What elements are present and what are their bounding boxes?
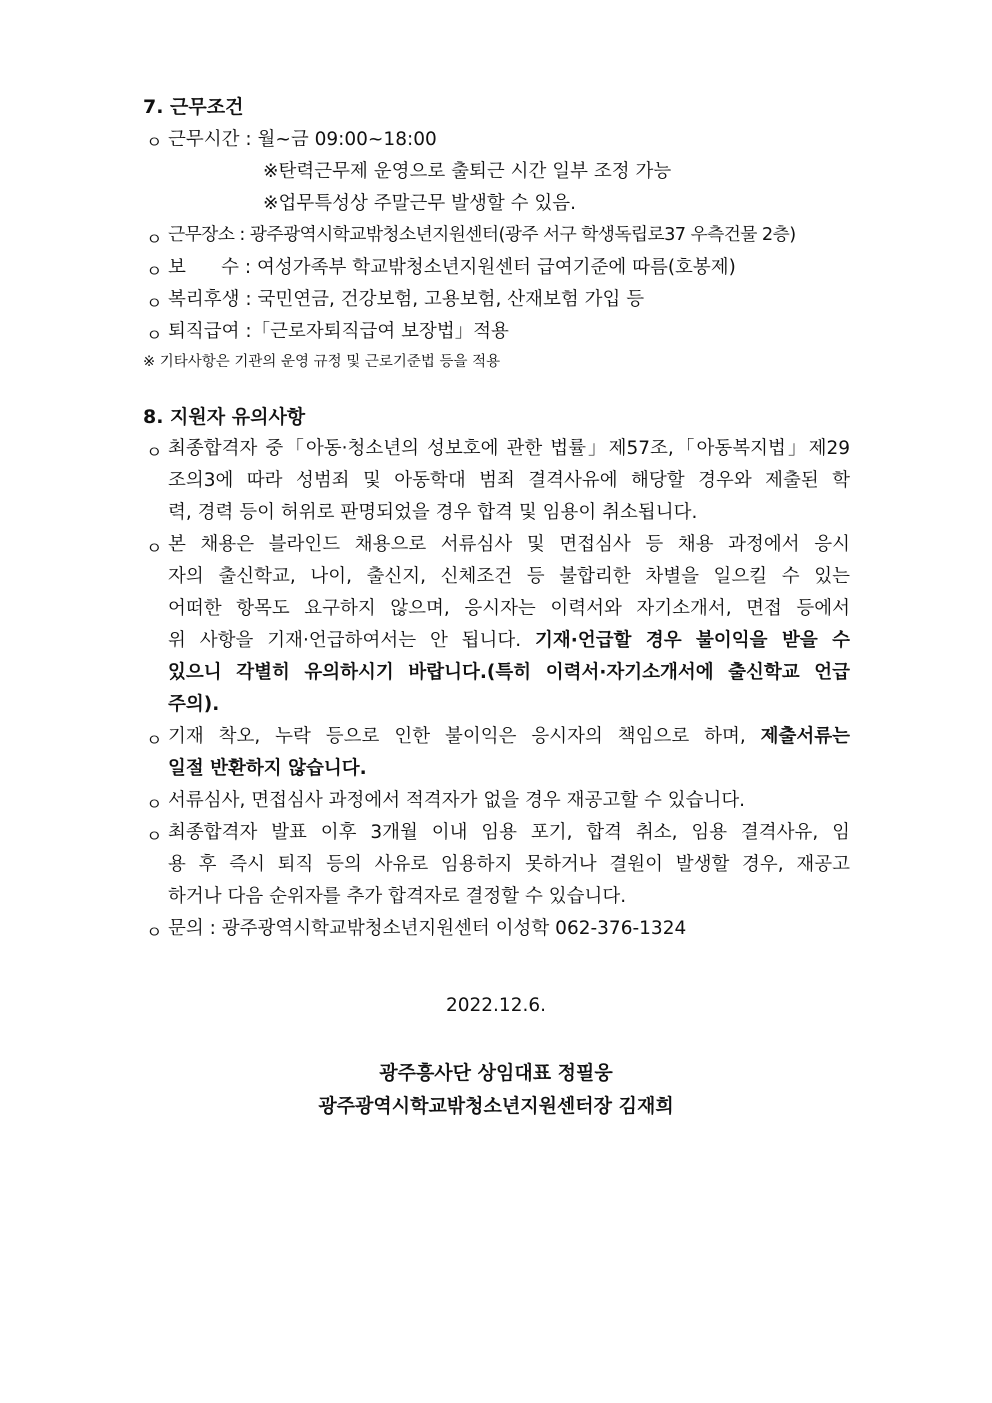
bullet: ㅇ (146, 133, 163, 153)
notice-2-line-4 (168, 626, 850, 652)
section-8-title: 8. 지원자 유의사항 (143, 406, 306, 428)
work-place: 근무장소 : 광주광역시학교밖청소년지원센터(광주 서구 학생독립로37 우측건물 2층) (168, 224, 796, 245)
notice-2-emphasis: 주의). (168, 694, 220, 715)
work-hours-note-1: ※탄력근무제 운영으로 출퇴근 시간 일부 조정 가능 (263, 161, 672, 182)
notice-1-line-1: 최종합격자 중「아동·청소년의 성보호에 관한 법률」제57조,「아동복지법」제29 (168, 438, 850, 459)
notice-3-line-1 (168, 722, 850, 748)
bullet: ㅇ (146, 443, 163, 463)
signer-2: 광주광역시학교밖청소년지원센터장 김재희 (318, 1095, 674, 1117)
notice-5-line-1: 최종합격자 발표 이후 3개월 이내 임용 포기, 합격 취소, 임용 결격사유, 임 (168, 822, 850, 843)
section-7-title: 7. 근무조건 (143, 96, 244, 118)
notice-5-line-2: 용 후 즉시 퇴직 등의 사유로 임용하지 못하거나 결원이 발생할 경우, 재공고 (168, 854, 850, 875)
bullet: ㅇ (146, 230, 163, 250)
notice-3-text: 기재 착오, 누락 등으로 인한 불이익은 응시자의 책임으로 하며, (168, 726, 761, 747)
notice-5-line-3: 하거나 다음 순위자를 추가 합격자로 결정할 수 있습니다. (168, 886, 627, 907)
contact-info: 문의 : 광주광역시학교밖청소년지원센터 이성학 062-376-1324 (168, 918, 687, 939)
notice-2-line-5 (168, 658, 850, 684)
salary: 보 수 : 여성가족부 학교밖청소년지원센터 급여기준에 따름(호봉제) (168, 257, 736, 278)
bullet: ㅇ (146, 827, 163, 847)
notice-1-line-3: 력, 경력 등이 허위로 판명되었을 경우 합격 및 임용이 취소됩니다. (168, 502, 698, 523)
notice-2-line-3: 어떠한 항목도 요구하지 않으며, 응시자는 이력서와 자기소개서, 면접 등에서 (168, 598, 850, 619)
bullet: ㅇ (146, 294, 163, 314)
notice-3-line-2 (168, 754, 367, 780)
bullet: ㅇ (146, 731, 163, 751)
bullet: ㅇ (146, 326, 163, 346)
notice-4: 서류심사, 면접심사 과정에서 적격자가 없을 경우 재공고할 수 있습니다. (168, 790, 746, 811)
signer-1: 광주흥사단 상임대표 정필웅 (379, 1062, 613, 1084)
welfare: 복리후생 : 국민연금, 건강보험, 고용보험, 산재보험 가입 등 (168, 289, 645, 310)
notice-2-line-1: 본 채용은 블라인드 채용으로 서류심사 및 면접심사 등 채용 과정에서 응시 (168, 534, 850, 555)
bullet: ㅇ (146, 539, 163, 559)
notice-2-text: 위 사항을 기재·언급하여서는 안 됩니다. (168, 630, 536, 651)
notice-2-emphasis: 있으니 각별히 유의하시기 바랍니다.(특히 이력서·자기소개서에 출신학교 언급 (168, 662, 850, 683)
work-hours: 근무시간 : 월~금 09:00~18:00 (168, 129, 437, 150)
notice-2-line-2: 자의 출신학교, 나이, 출신지, 신체조건 등 불합리한 차별을 일으킬 수 있는 (168, 566, 850, 587)
bullet: ㅇ (146, 923, 163, 943)
document-date: 2022.12.6. (445, 995, 547, 1016)
misc-note: ※ 기타사항은 기관의 운영 규정 및 근로기준법 등을 적용 (143, 354, 501, 370)
severance-pay: 퇴직급여 :「근로자퇴직급여 보장법」적용 (168, 321, 509, 342)
notice-2-line-6 (168, 690, 219, 716)
notice-3-emphasis: 일절 반환하지 않습니다. (168, 758, 367, 779)
work-hours-note-2: ※업무특성상 주말근무 발생할 수 있음. (263, 193, 576, 214)
notice-2-emphasis: 기재·언급할 경우 불이익을 받을 수 (535, 630, 850, 651)
notice-1-line-2: 조의3에 따라 성범죄 및 아동학대 범죄 결격사유에 해당할 경우와 제출된 학 (168, 470, 850, 491)
notice-3-emphasis: 제출서류는 (760, 726, 850, 747)
bullet: ㅇ (146, 795, 163, 815)
bullet: ㅇ (146, 262, 163, 282)
